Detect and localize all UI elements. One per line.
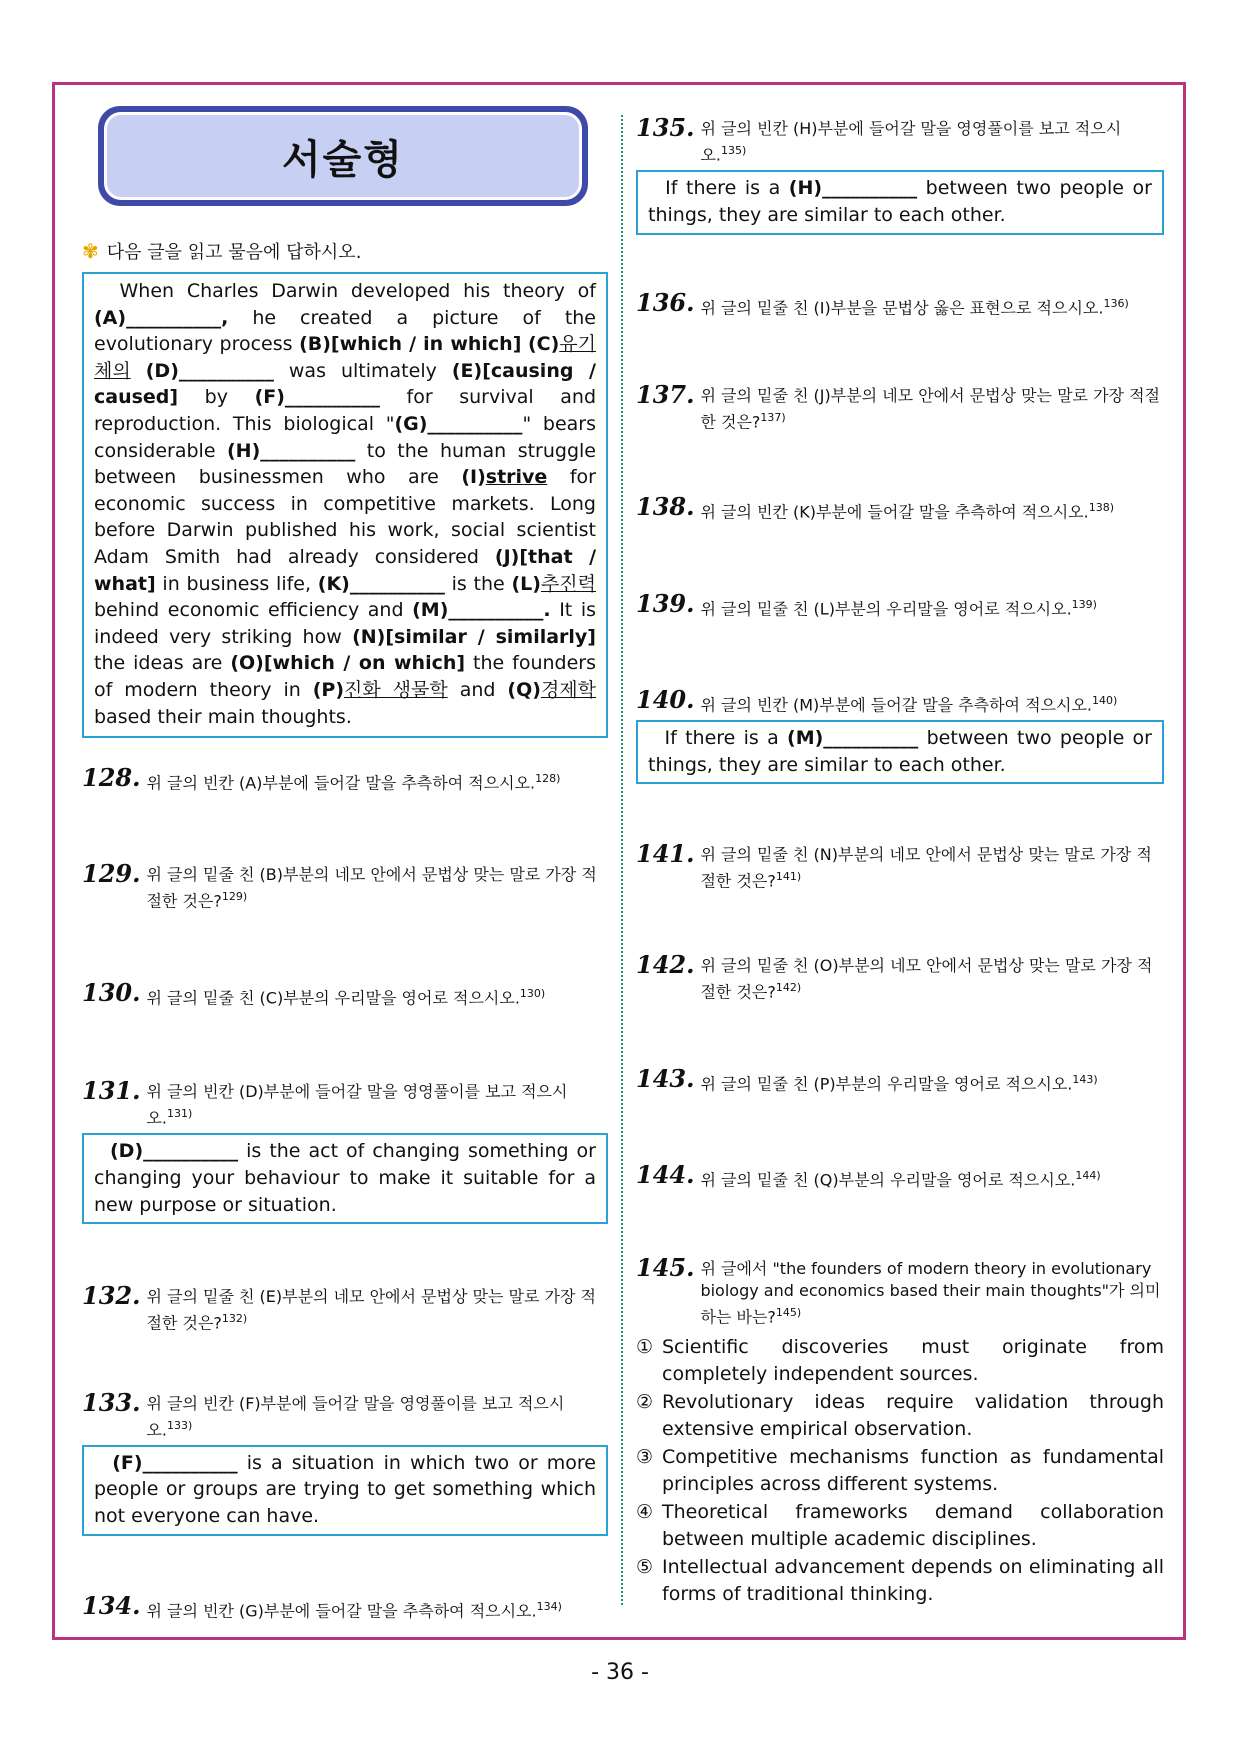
definition-box-d [82, 1133, 608, 1224]
question-ref: 140) [1092, 693, 1118, 707]
definition-box-m [636, 720, 1164, 784]
question-131 [82, 1076, 608, 1129]
option-2[interactable] [636, 1389, 1164, 1444]
option-5[interactable] [636, 1554, 1164, 1609]
passage-text: by [178, 386, 255, 409]
underline-p: 진화 생물학 [344, 678, 448, 701]
blank-g: (G)__________ [394, 412, 523, 435]
question-text: 위 글에서 "the founders of modern theory in evolutionary biology and economics based their main thoughts"가 의미하는 바는? [700, 1258, 1161, 1326]
option-mark: ① [636, 1335, 654, 1358]
left-column [82, 106, 608, 1622]
underline-i: strive [485, 466, 548, 489]
blank-m: (M)__________. [412, 599, 551, 622]
question-text: 위 글의 밑줄 친 (B)부분의 네모 안에서 문법상 맞는 말로 가장 적절한 것은? [146, 865, 597, 911]
question-ref: 128) [535, 772, 561, 786]
passage-text [131, 360, 146, 382]
passage-text: It is indeed very striking how [94, 599, 596, 648]
question-141 [636, 839, 1164, 892]
definition-lead: If there is a [664, 727, 788, 750]
option-mark: ⑤ [636, 1555, 654, 1578]
definition-box-f [82, 1445, 608, 1536]
blank-h: (H)__________ [227, 439, 356, 462]
page-number: - 36 - [591, 1660, 649, 1685]
question-number: 128. [82, 763, 141, 793]
passage-text: and [447, 678, 508, 701]
question-text: 위 글의 밑줄 친 (P)부분의 우리말을 영어로 적으시오. [700, 1074, 1073, 1094]
question-text: 위 글의 밑줄 친 (J)부분의 네모 안에서 문법상 맞는 말로 가장 적절한 것은? [700, 385, 1161, 432]
answer-options [636, 1334, 1164, 1609]
question-number: 132. [82, 1281, 141, 1311]
question-ref: 139) [1071, 597, 1097, 611]
question-ref: 138) [1088, 501, 1114, 515]
option-mark: ② [636, 1390, 654, 1413]
question-number: 140. [636, 684, 695, 714]
question-129 [82, 859, 608, 912]
section-title-badge [98, 106, 588, 206]
passage-text: When Charles Darwin developed his theory of [119, 280, 596, 302]
question-text: 위 글의 빈칸 (M)부분에 들어갈 말을 추측하여 적으시오. [700, 695, 1093, 715]
instruction-text: 다음 글을 읽고 물음에 답하시오. [106, 242, 362, 263]
question-144 [636, 1160, 1164, 1191]
passage-text: based their main thoughts. [94, 705, 352, 728]
question-ref: 131) [167, 1107, 193, 1121]
question-145 [636, 1252, 1164, 1328]
question-number: 144. [636, 1160, 695, 1190]
option-text: Revolutionary ideas require validation through extensive empirical observation. [662, 1390, 1164, 1441]
question-number: 137. [636, 379, 695, 409]
question-text: 위 글의 빈칸 (H)부분에 들어갈 말을 영영풀이를 보고 적으시오. [700, 119, 1122, 165]
question-text: 위 글의 밑줄 친 (C)부분의 우리말을 영어로 적으시오. [146, 988, 520, 1008]
question-number: 134. [82, 1590, 141, 1620]
choice-j: (J)[that / what] [94, 545, 597, 595]
question-text: 위 글의 빈칸 (G)부분에 들어갈 말을 추측하여 적으시오. [146, 1600, 537, 1620]
choice-b: (B)[which / in which] [299, 333, 522, 356]
section-title: 서술형 [282, 136, 404, 183]
definition-blank: (D)__________ [110, 1140, 239, 1163]
label-l: (L) [511, 572, 541, 595]
passage-text: the founders of modern theory in [94, 652, 596, 701]
question-text: 위 글의 밑줄 친 (L)부분의 우리말을 영어로 적으시오. [700, 598, 1072, 618]
question-text: 위 글의 밑줄 친 (O)부분의 네모 안에서 문법상 맞는 말로 가장 적절한 것은? [700, 955, 1153, 1001]
option-text: Theoretical frameworks demand collaboration between multiple academic disciplines. [662, 1500, 1164, 1551]
label-q: (Q) [507, 678, 541, 701]
question-text: 위 글의 밑줄 친 (Q)부분의 우리말을 영어로 적으시오. [700, 1170, 1076, 1190]
option-mark: ③ [636, 1445, 654, 1468]
section-title-inner [104, 112, 582, 200]
question-text: 위 글의 빈칸 (K)부분에 들어갈 말을 추측하여 적으시오. [700, 502, 1089, 522]
option-1[interactable] [636, 1334, 1164, 1389]
instruction [82, 238, 608, 264]
question-ref: 145) [775, 1305, 802, 1319]
question-137 [636, 379, 1164, 433]
question-text: 위 글의 빈칸 (D)부분에 들어갈 말을 영영풀이를 보고 적으시오. [146, 1082, 568, 1128]
question-number: 135. [636, 113, 695, 142]
blank-d: (D)__________ [145, 359, 274, 382]
question-number: 141. [636, 839, 695, 869]
question-ref: 129) [221, 890, 248, 904]
question-number: 133. [82, 1387, 141, 1417]
passage-text: behind economic efficiency and [94, 599, 413, 622]
definition-lead: If there is a [665, 177, 789, 200]
option-text: Competitive mechanisms function as fundamental principles across different systems. [662, 1445, 1164, 1496]
flower-icon: ✾ [82, 239, 99, 263]
definition-blank: (H)__________ [788, 177, 918, 200]
definition-text: is the act of changing something or changing your behaviour to make it suitable for a new purpose or situation. [94, 1140, 596, 1216]
underline-c: 유기체의 [94, 333, 596, 382]
passage-text: to the human struggle between businessmen who are [94, 439, 596, 489]
question-ref: 137) [760, 410, 786, 424]
reading-passage [82, 272, 608, 738]
question-number: 145. [636, 1252, 695, 1282]
question-text: 위 글의 빈칸 (A)부분에 들어갈 말을 추측하여 적으시오. [146, 773, 536, 793]
question-number: 143. [636, 1064, 695, 1093]
passage-text: in business life, [155, 572, 318, 595]
definition-text: between two people or things, they are similar to each other. [648, 177, 1152, 226]
passage-text: " bears considerable [94, 412, 597, 462]
question-133 [82, 1387, 608, 1441]
question-132 [82, 1281, 608, 1334]
question-142 [636, 949, 1164, 1003]
question-ref: 141) [775, 870, 802, 884]
question-text: 위 글의 밑줄 친 (E)부분의 네모 안에서 문법상 맞는 말로 가장 적절한 것은? [146, 1287, 596, 1333]
question-number: 130. [82, 977, 141, 1007]
question-ref: 134) [536, 1599, 562, 1613]
passage-text: the ideas are [94, 652, 231, 675]
blank-f: (F)__________ [254, 386, 380, 409]
passage-text: for survival and reproduction. This biological " [94, 386, 596, 435]
question-number: 129. [82, 859, 141, 889]
question-number: 138. [636, 492, 695, 522]
underline-q: 경제학 [540, 678, 596, 701]
question-140 [636, 684, 1164, 716]
passage-text: was ultimately [273, 359, 452, 382]
question-ref: 132) [221, 1312, 248, 1326]
option-mark: ④ [636, 1500, 654, 1523]
question-text: 위 글의 빈칸 (F)부분에 들어갈 말을 영영풀이를 보고 적으시오. [146, 1393, 565, 1439]
question-135 [636, 113, 1164, 166]
underline-l: 추진력 [540, 572, 596, 595]
question-ref: 133) [167, 1418, 193, 1432]
blank-k: (K)__________ [317, 572, 445, 595]
passage-text: is the [444, 572, 512, 595]
question-number: 139. [636, 588, 695, 618]
question-134 [82, 1590, 608, 1622]
choice-e: (E)[causing / caused] [94, 359, 596, 409]
choice-o: (O)[which / on which] [230, 652, 466, 675]
question-143 [636, 1064, 1164, 1095]
definition-text: between two people or things, they are similar to each other. [648, 727, 1152, 776]
question-ref: 130) [519, 986, 546, 1000]
question-130 [82, 977, 608, 1009]
option-text: Intellectual advancement depends on eliminating all forms of traditional thinking. [662, 1555, 1164, 1606]
question-138 [636, 492, 1164, 523]
choice-n: (N)[similar / similarly] [352, 625, 596, 648]
question-text: 위 글의 밑줄 친 (I)부분을 문법상 옳은 표현으로 적으시오. [700, 297, 1104, 317]
right-column [636, 113, 1164, 1609]
question-ref: 144) [1075, 1169, 1101, 1183]
question-ref: 135) [721, 144, 747, 157]
definition-blank: (M)__________ [787, 727, 919, 750]
definition-blank: (F)__________ [112, 1451, 238, 1474]
question-ref: 143) [1072, 1073, 1098, 1086]
question-text: 위 글의 밑줄 친 (N)부분의 네모 안에서 문법상 맞는 말로 가장 적절한 것은? [700, 845, 1152, 891]
question-ref: 142) [775, 980, 802, 994]
column-divider [621, 115, 623, 1605]
label-i: (I) [461, 466, 486, 489]
question-128 [82, 763, 608, 794]
definition-text: is a situation in which two or more people or groups are trying to get something which not everyone can have. [94, 1451, 596, 1528]
label-p: (P) [312, 678, 345, 701]
question-136 [636, 287, 1164, 319]
label-c: (C) [527, 333, 560, 356]
option-3[interactable] [636, 1444, 1164, 1499]
passage-text: for economic success in competitive markets. Long before Darwin published his work, social scientist Adam Smith had already considered [94, 466, 596, 568]
definition-box-h [636, 170, 1164, 234]
question-139 [636, 588, 1164, 620]
question-ref: 136) [1103, 296, 1129, 310]
option-4[interactable] [636, 1499, 1164, 1554]
blank-a: (A)__________, [94, 306, 229, 329]
question-number: 142. [636, 949, 695, 979]
option-text: Scientific discoveries must originate from completely independent sources. [662, 1335, 1164, 1386]
question-number: 131. [82, 1076, 141, 1106]
question-number: 136. [636, 287, 695, 317]
passage-text: he created a picture of the evolutionary process [94, 306, 596, 356]
